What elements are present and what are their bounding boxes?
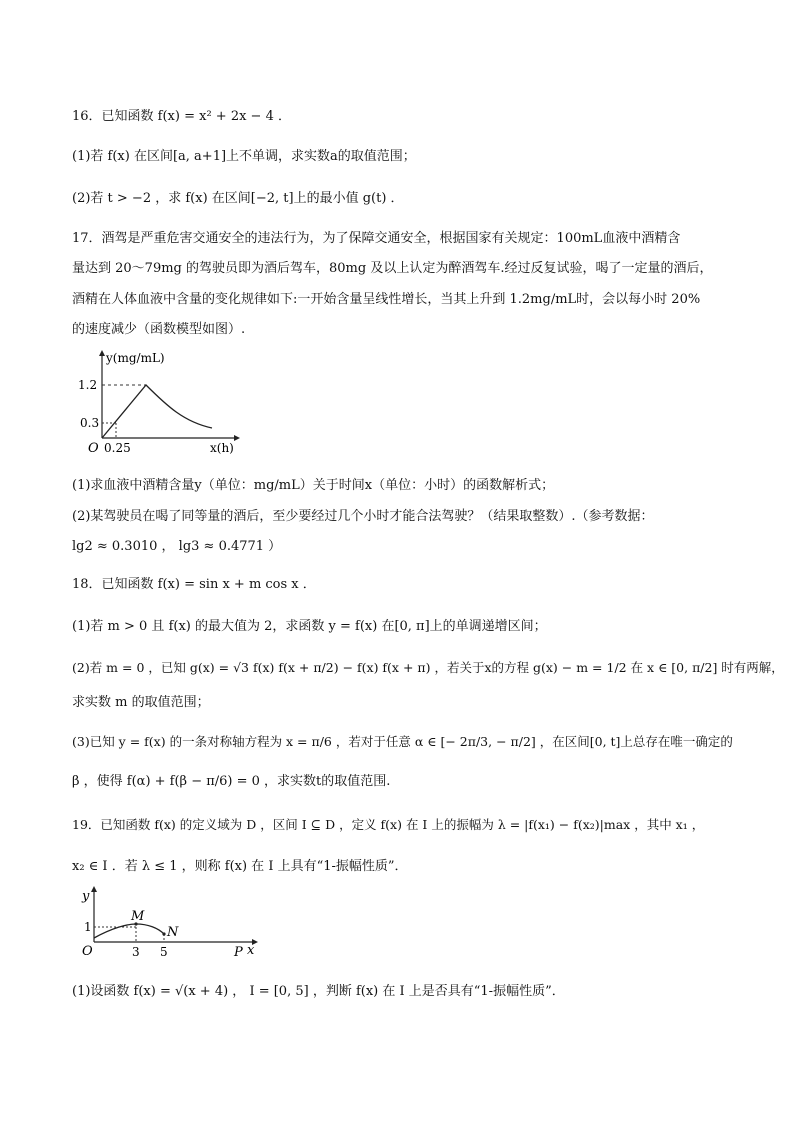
q17-part2-line1: (2)某驾驶员在喝了同等量的酒后，至少要经过几个小时才能合法驾驶？（结果取整数）.（参考数据： [72,509,654,524]
q17-graph-ytick-1-2: 1.2 [78,378,98,392]
q18-part2-line1: (2)若 m = 0 ，已知 g(x) = √3 f(x) f(x + π/2) − f(x) f(x + π) ，若关于x的方程 g(x) − m = 1/2 在 x ∈ [0, π/2] 时有两解， [72,660,784,675]
q19-graph-point-m: M [131,909,145,924]
q16-part1: (1)若 f(x) 在区间[a, a+1]上不单调，求实数a的取值范围； [72,149,416,164]
q17-graph-origin: O [88,441,99,456]
q17-stem-line1: 17．酒驾是严重危害交通安全的违法行为，为了保障交通安全，根据国家有关规定：100mL血液中酒精含 [72,231,681,246]
q19-part1: (1)设函数 f(x) = √(x + 4) ， I = [0, 5] ，判断 f(x) 在 I 上是否具有“1-振幅性质”． [72,984,565,999]
q19-graph-xtick-5: 5 [160,945,168,959]
q19-graph-ylabel: y [82,889,90,904]
q17-stem-line2: 量达到 20～79mg 的驾驶员即为酒后驾车，80mg 及以上认定为醉酒驾车.经过反复试验，喝了一定量的酒后， [72,261,713,276]
q17-graph-ylabel: y(mg/mL) [106,351,165,365]
q19-graph-origin: O [82,944,93,959]
q17-part2-line2: lg2 ≈ 0.3010 ， lg3 ≈ 0.4771 ） [72,539,282,554]
q17-graph-ytick-0-3: 0.3 [80,416,100,430]
q18-part1: (1)若 m > 0 且 f(x) 的最大值为 2，求函数 y = f(x) 在[0, π]上的单调递增区间； [72,619,547,634]
q19-amplitude-graph [72,884,272,964]
q19-graph-xlabel: x [247,943,255,958]
q18-part2-line2: 求实数 m 的取值范围； [72,695,210,710]
q17-graph-xlabel: x(h) [210,441,234,455]
q16-stem: 16．已知函数 f(x) = x² + 2x − 4 ． [72,109,291,124]
q17-stem-line4: 的速度减少（函数模型如图）. [72,322,246,337]
q18-stem: 18．已知函数 f(x) = sin x + m cos x ． [72,577,316,592]
q19-stem-line2: x₂ ∈ I ．若 λ ≤ 1 ，则称 f(x) 在 I 上具有“1-振幅性质”． [72,859,408,874]
q18-part3-line2: β ，使得 f(α) + f(β − π/6) = 0 ，求实数t的取值范围. [72,774,391,789]
q19-stem-line1: 19．已知函数 f(x) 的定义域为 D ，区间 I ⊆ D ，定义 f(x) 在 I 上的振幅为 λ = |f(x₁) − f(x₂)|max ，其中 x₁ ， [72,817,705,832]
q17-graph-xtick-0-25: 0.25 [104,441,131,455]
q19-graph-point-p: P [234,945,243,960]
q17-part1: (1)求血液中酒精含量y（单位：mg/mL）关于时间x（单位：小时）的函数解析式； [72,478,555,493]
q17-stem-line3: 酒精在人体血液中含量的变化规律如下:一开始含量呈线性增长，当其上升到 1.2mg/mL时，会以每小时 20% [72,292,701,307]
q19-graph-point-n: N [167,925,179,940]
q18-part3-line1: (3)已知 y = f(x) 的一条对称轴方程为 x = π/6 ，若对于任意 α ∈ [− 2π/3, − π/2] ，在区间[0, t]上总存在唯一确定的 [72,734,733,749]
q19-graph-xtick-3: 3 [132,945,140,959]
q19-graph-ytick-1: 1 [84,920,92,934]
q16-part2: (2)若 t > −2 ，求 f(x) 在区间[−2, t]上的最小值 g(t) ． [72,191,404,206]
q17-alcohol-graph [72,348,242,460]
